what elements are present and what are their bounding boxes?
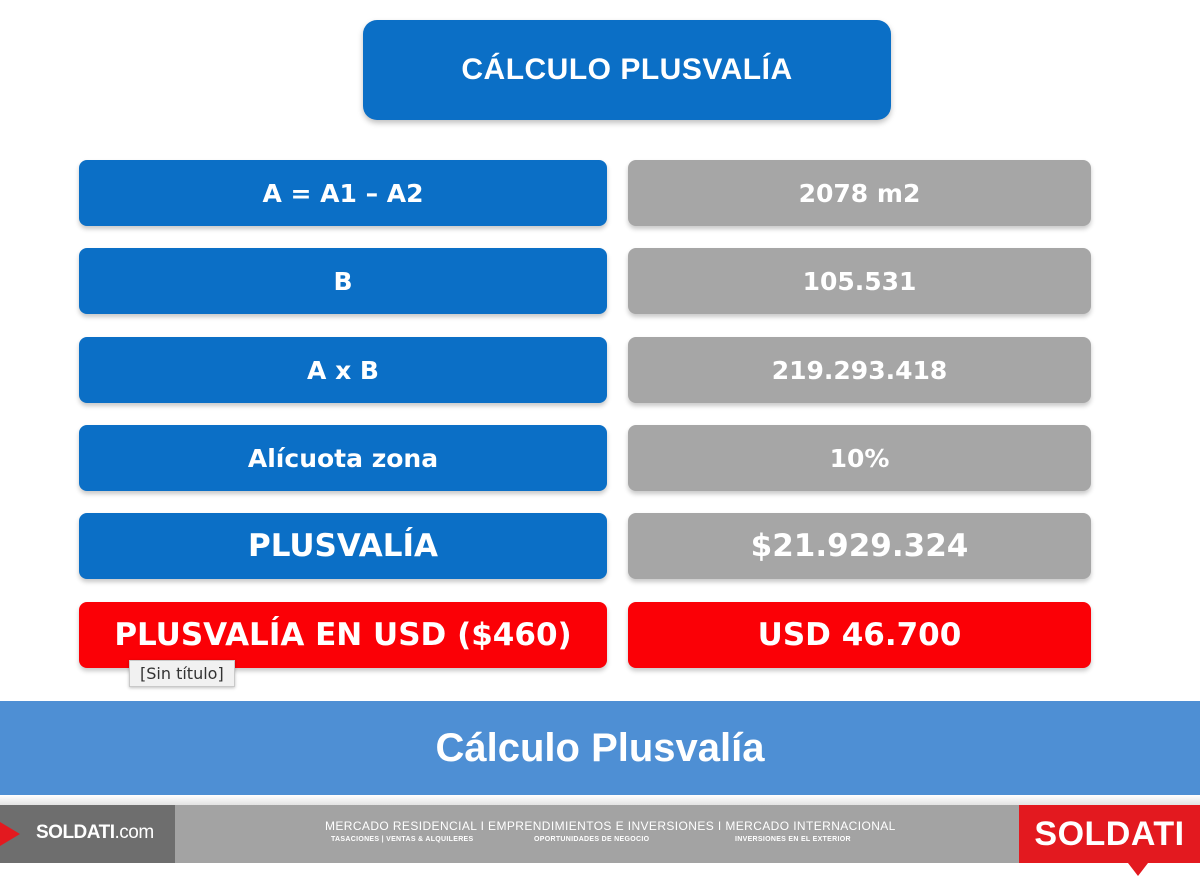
arrow-right-icon (0, 822, 20, 846)
soldati-logo: SOLDATI (1019, 805, 1200, 863)
label-a-x-b: A x B (79, 337, 607, 403)
domain-name: SOLDATI (36, 822, 115, 843)
value-plusvalia-usd: USD 46.700 (628, 602, 1091, 668)
footer-domain-panel[interactable] (0, 805, 175, 863)
label-plusvalia: PLUSVALÍA (79, 513, 607, 579)
value-a-x-b: 219.293.418 (628, 337, 1091, 403)
label-b: B (79, 248, 607, 314)
value-a: 2078 m2 (628, 160, 1091, 226)
value-b: 105.531 (628, 248, 1091, 314)
tagline-sub-emprendimientos: OPORTUNIDADES DE NEGOCIO (534, 836, 650, 843)
tagline-sub-internacional: INVERSIONES EN EL EXTERIOR (735, 836, 851, 843)
logo-pointer-icon (1128, 863, 1148, 876)
domain-suffix: .com (114, 822, 154, 843)
footer-tagline (325, 819, 896, 848)
tagline-sub-residencial: TASACIONES | VENTAS & ALQUILERES (331, 836, 474, 843)
slide-title: CÁLCULO PLUSVALÍA (363, 20, 891, 120)
tooltip: [Sin título] (129, 660, 235, 687)
tagline-sub (325, 836, 875, 848)
label-a: A = A1 – A2 (79, 160, 607, 226)
footer-domain-link[interactable] (36, 822, 154, 844)
banner-title: Cálculo Plusvalía (0, 701, 1200, 795)
label-plusvalia-usd: PLUSVALÍA EN USD ($460) (79, 602, 607, 668)
value-alicuota: 10% (628, 425, 1091, 491)
label-alicuota: Alícuota zona (79, 425, 607, 491)
value-plusvalia: $21.929.324 (628, 513, 1091, 579)
tagline-main: MERCADO RESIDENCIAL I EMPRENDIMIENTOS E INVERSIONES I MERCADO INTERNACIONAL (325, 819, 896, 833)
banner-divider (0, 795, 1200, 805)
